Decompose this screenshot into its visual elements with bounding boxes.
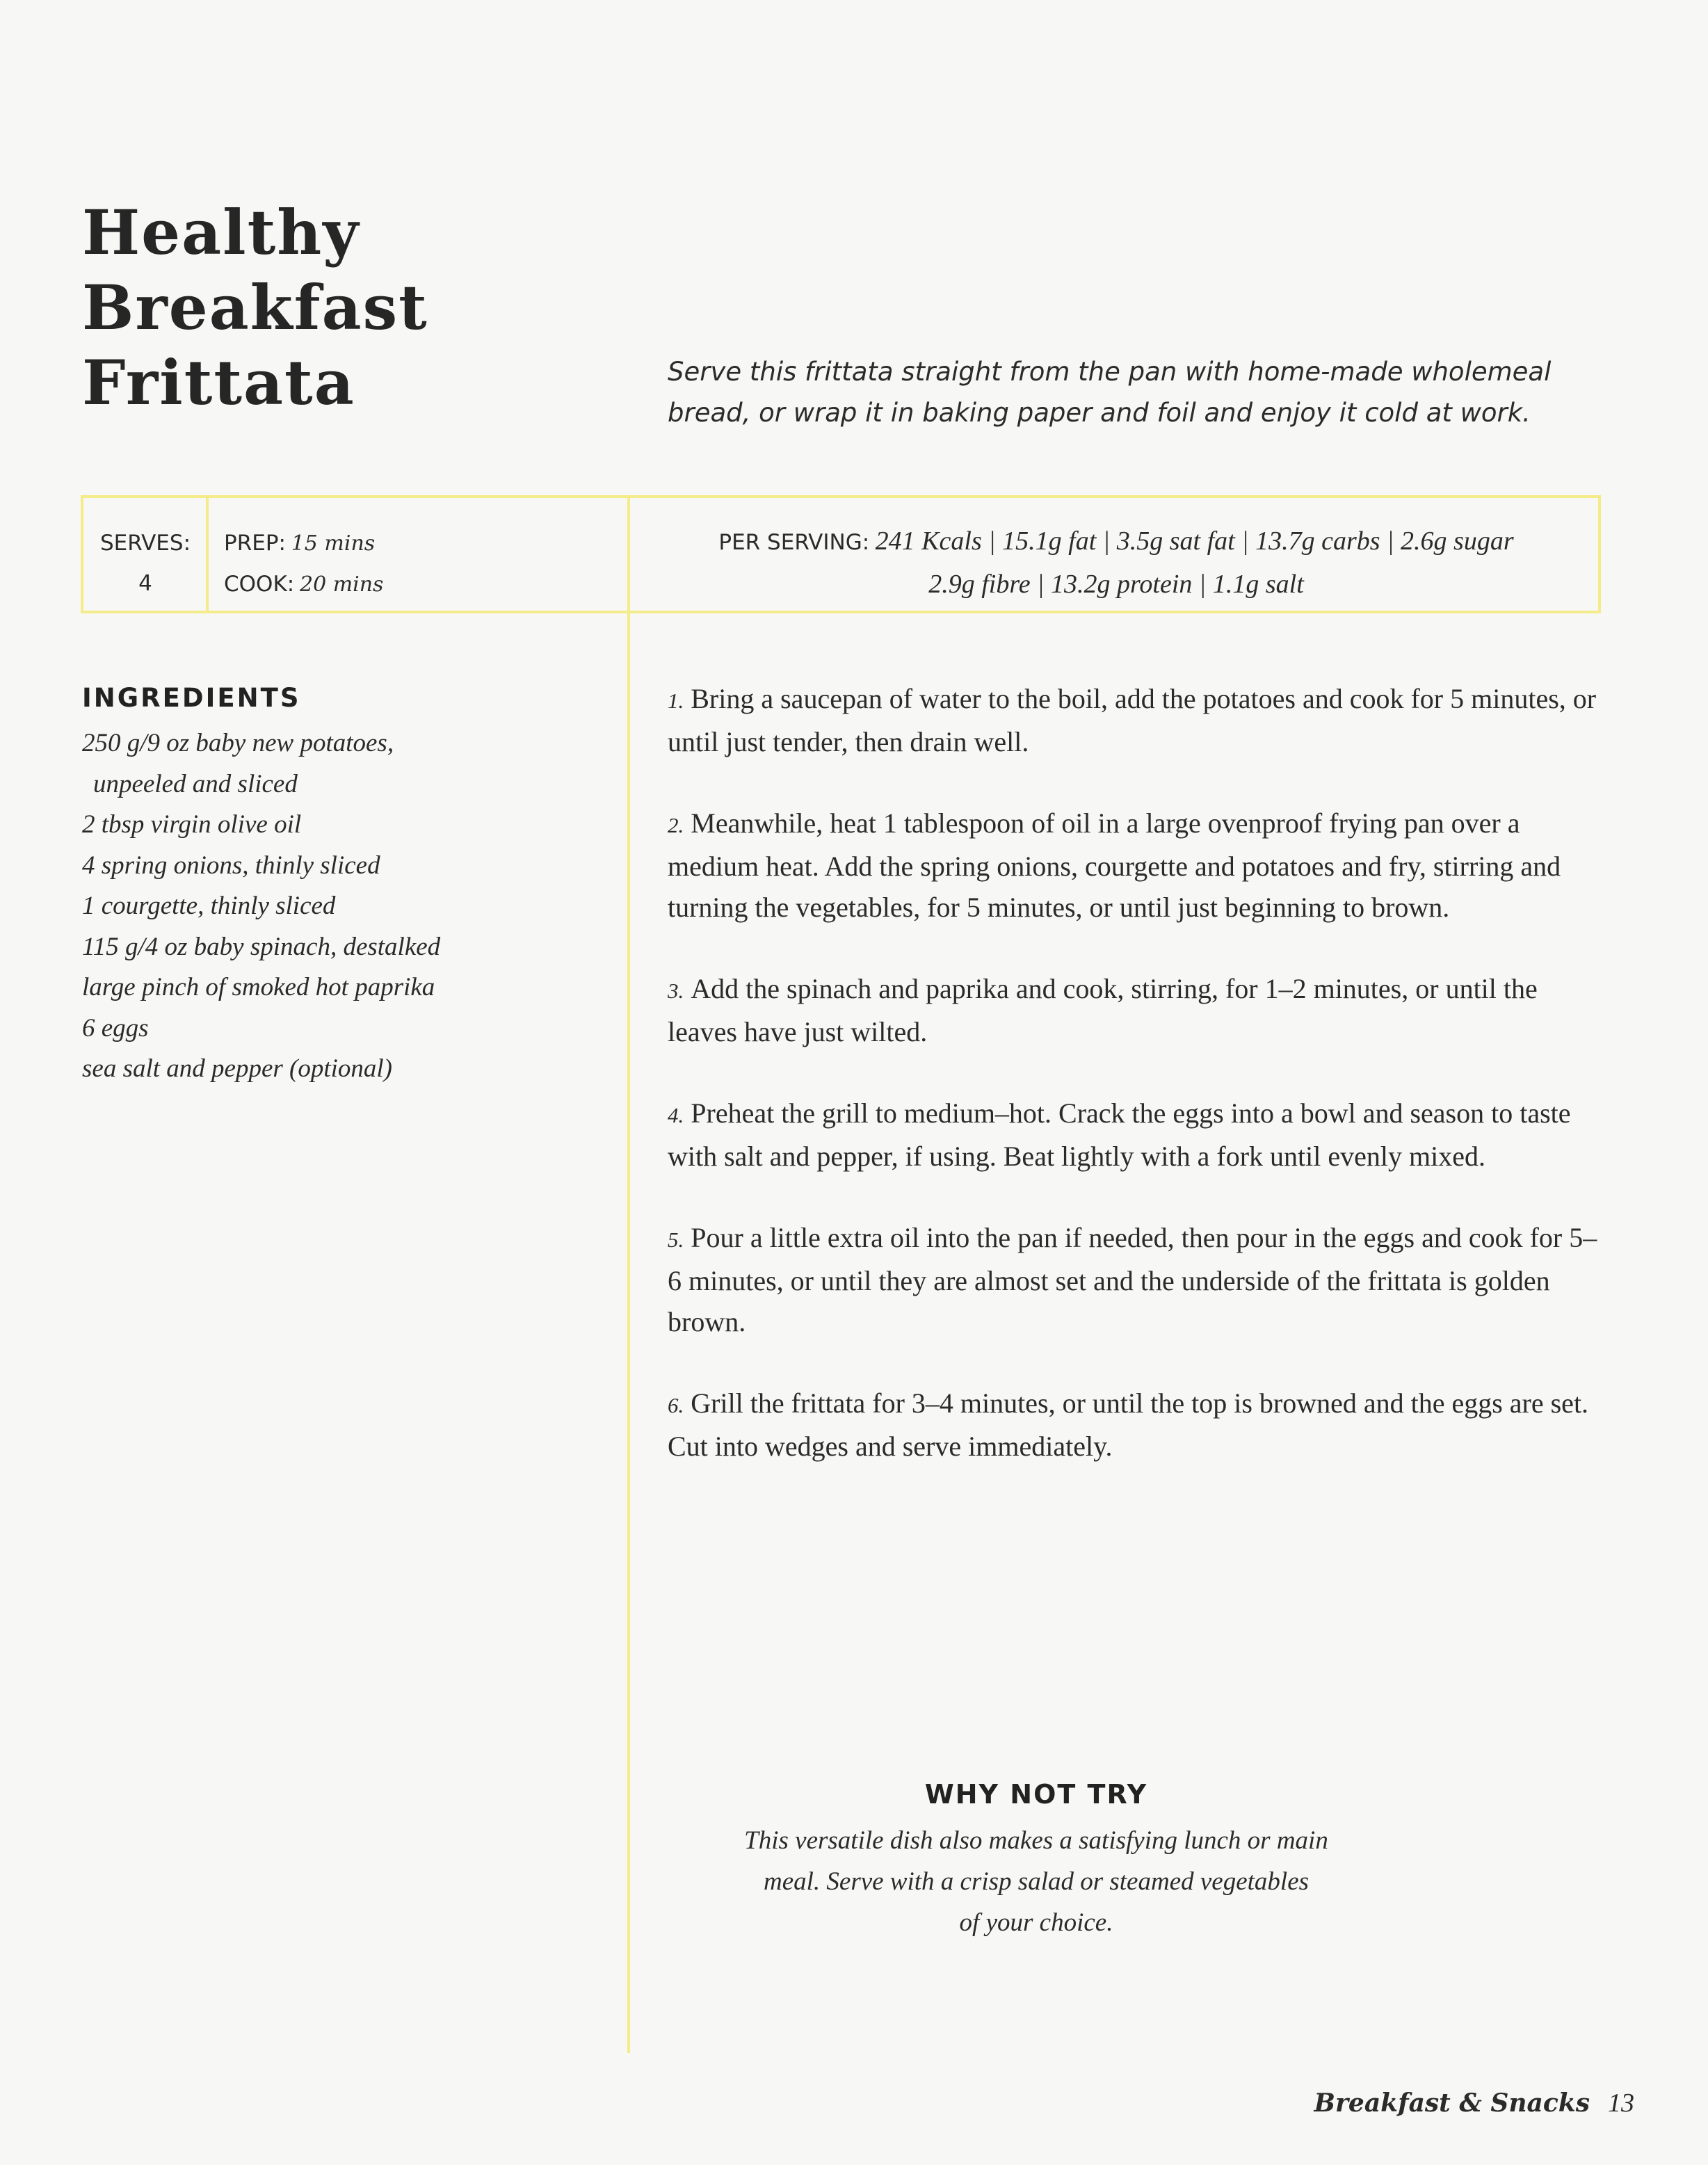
recipe-intro: Serve this frittata straight from the pan with home-made wholemeal bread, or wrap it in baking paper and foil and enjoy it cold at work. [668,357,1552,428]
nutrition-line-1 [633,520,1600,563]
prep-label: PREP: [224,531,286,556]
method-step [668,1093,1606,1177]
info-box-divider [206,495,209,613]
per-serving-label: PER SERVING: [718,530,870,555]
serves-label: SERVES: [99,531,191,556]
nutrition-values-2: 2.9g fibre | 13.2g protein | 1.1g salt [928,570,1304,599]
ingredients-heading: INGREDIENTS [82,683,301,713]
page-number: 13 [1608,2088,1634,2118]
step-text: Meanwhile, heat 1 tablespoon of oil in a large ovenproof frying pan over a medium heat. Add the spring onions, courgette and potatoes and fry, stirring and turning the vegetables, for 5 minutes, or until just beginning to brown. [668,807,1561,923]
method-step [668,968,1606,1052]
step-number: 6. [668,1393,684,1417]
method-step [668,803,1606,928]
ingredient-item: 1 courgette, thinly sliced [82,892,336,920]
nutrition-block [633,520,1600,606]
step-text: Pour a little extra oil into the pan if needed, then pour in the eggs and cook for 5–6 minutes, or until they are almost set and the underside of the frittata is golden brown. [668,1222,1597,1337]
step-text: Bring a saucepan of water to the boil, add the potatoes and cook for 5 minutes, or until just tender, then drain well. [668,683,1597,757]
ingredient-item: 2 tbsp virgin olive oil [82,810,302,839]
why-not-try-line: meal. Serve with a crisp salad or steamed vegetables [763,1867,1310,1896]
ingredient-item: 250 g/9 oz baby new potatoes, [82,729,394,757]
step-number: 4. [668,1103,684,1127]
why-not-try-text [716,1820,1356,1943]
step-number: 5. [668,1228,684,1252]
step-number: 1. [668,689,684,713]
cook-time [224,564,383,605]
method-step [668,1383,1606,1467]
step-text: Add the spinach and paprika and cook, stirring, for 1–2 minutes, or until the leaves have just wilted. [668,973,1538,1047]
prep-time [224,523,383,564]
why-not-try-heading: WHY NOT TRY [924,1779,1148,1810]
prep-value: 15 mins [291,531,376,556]
step-text: Grill the frittata for 3–4 minutes, or until the top is browned and the eggs are set. Cut into wedges and serve immediately. [668,1387,1589,1462]
method-step [668,1217,1606,1342]
section-name: Breakfast & Snacks [1314,2088,1590,2118]
recipe-title-line: Frittata [82,346,355,419]
recipe-title [82,195,428,420]
why-not-try-line: of your choice. [959,1908,1113,1937]
cook-label: COOK: [224,572,295,597]
ingredient-item: 115 g/4 oz baby spinach, destalked [82,932,441,961]
ingredient-item: 4 spring onions, thinly sliced [82,851,380,880]
column-divider [627,495,630,2053]
nutrition-values-1: 241 Kcals | 15.1g fat | 3.5g sat fat | 13.7g carbs | 2.6g sugar [875,526,1514,556]
method-step [668,678,1606,762]
ingredient-item: unpeeled and sliced [93,769,298,798]
ingredient-item: sea salt and pepper (optional) [82,1054,393,1083]
recipe-title-line: Breakfast [82,271,428,344]
method-steps [668,678,1606,1507]
ingredients-list [82,723,569,1090]
step-text: Preheat the grill to medium–hot. Crack the eggs into a bowl and season to taste with salt and pepper, if using. Beat lightly with a fork until evenly mixed. [668,1097,1571,1172]
serves-value: 4 [138,571,152,596]
step-number: 2. [668,813,684,837]
times-block [224,523,383,605]
ingredient-item: large pinch of smoked hot paprika [82,973,435,1001]
ingredient-item: 6 eggs [82,1013,149,1043]
recipe-title-line: Healthy [82,196,360,268]
step-number: 3. [668,979,684,1003]
page-footer [1314,2088,1634,2118]
why-not-try-line: This versatile dish also makes a satisfying lunch or main [744,1826,1328,1855]
nutrition-line-2 [633,563,1600,606]
cook-value: 20 mins [299,572,384,597]
serves-block [86,523,204,604]
